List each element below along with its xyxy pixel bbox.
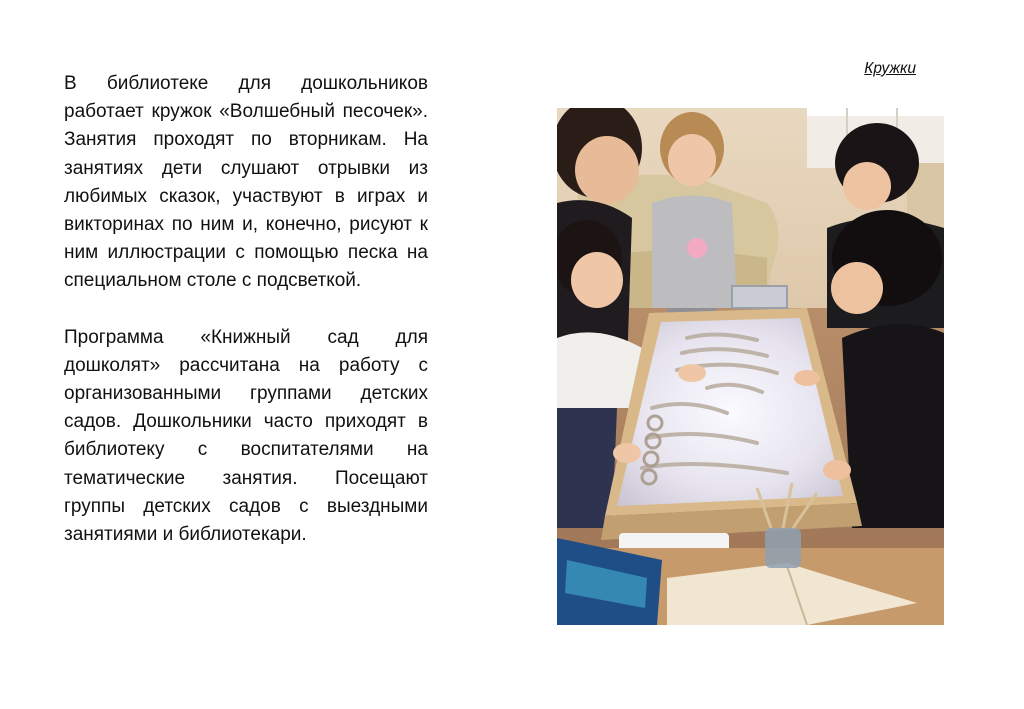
photo-illustration: [557, 108, 944, 625]
photo-children-sand-table: [557, 108, 944, 625]
paragraph-book-garden-program: Программа «Книжный сад для дошколят» рассчитана на работу с организованными группами детских садов. Дошкольники часто приходят в библиотеку с воспитателями на тематические занятия. Посещают группы детских садов с выездными занятиями и библиотекари.: [64, 326, 428, 546]
text-column: [64, 70, 428, 549]
paragraph-sand-club: В библиотеке для дошкольников работает кружок «Волшебный песочек». Занятия проходят по вторникам. На занятиях дети слушают отрывки из любимых сказок, участвуют в играх и викторинах по ним и, конечно, рисуют к ним иллюстрации с помощью песка на специальном столе с подсветкой.: [64, 73, 428, 292]
section-label: Кружки: [864, 60, 916, 77]
